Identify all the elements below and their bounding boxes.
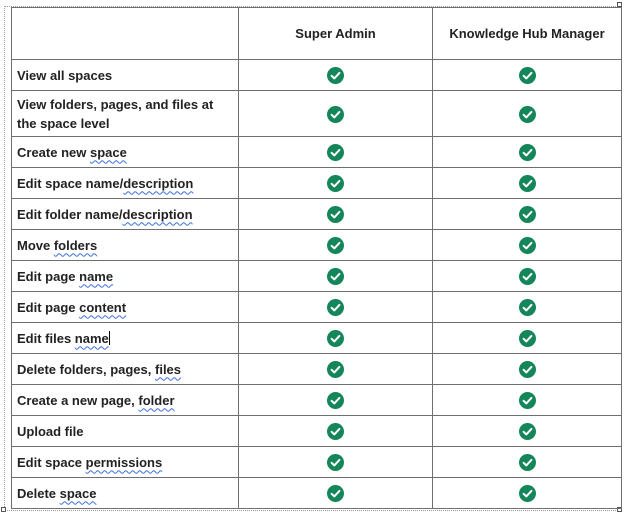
spellcheck-word: files (155, 361, 182, 377)
table-row (12, 230, 622, 261)
table-row (12, 168, 622, 199)
super-admin-cell[interactable] (239, 385, 433, 416)
super-admin-cell[interactable] (239, 478, 433, 509)
table-row (12, 292, 622, 323)
permission-label: Edit folder name/ (17, 206, 123, 222)
check-circle-icon (327, 175, 344, 192)
check-circle-icon (519, 237, 536, 254)
check-circle-icon (327, 237, 344, 254)
table-row (12, 416, 622, 447)
header-knowledge-hub-manager[interactable]: Knowledge Hub Manager (433, 8, 622, 60)
table-row (12, 137, 622, 168)
check-circle-icon (327, 206, 344, 223)
permission-label: Delete folders, pages, (17, 361, 155, 377)
permission-label-cell[interactable] (12, 323, 239, 354)
super-admin-cell[interactable] (239, 416, 433, 447)
resize-handle-bottom-left[interactable] (1, 507, 6, 512)
super-admin-cell[interactable] (239, 447, 433, 478)
check-circle-icon (327, 106, 344, 123)
check-circle-icon (327, 392, 344, 409)
check-circle-icon (327, 67, 344, 84)
permission-label: Delete (17, 485, 60, 501)
check-circle-icon (519, 268, 536, 285)
table-body (12, 60, 622, 509)
kh-manager-cell[interactable] (433, 91, 622, 137)
permission-label-cell[interactable] (12, 199, 239, 230)
super-admin-cell[interactable] (239, 60, 433, 91)
check-circle-icon (519, 144, 536, 161)
check-circle-icon (519, 175, 536, 192)
check-circle-icon (519, 485, 536, 502)
super-admin-cell[interactable] (239, 323, 433, 354)
kh-manager-cell[interactable] (433, 416, 622, 447)
check-circle-icon (519, 330, 536, 347)
permissions-table (11, 7, 622, 509)
check-circle-icon (519, 392, 536, 409)
super-admin-cell[interactable] (239, 292, 433, 323)
spellcheck-word: description (123, 175, 194, 191)
super-admin-cell[interactable] (239, 168, 433, 199)
permission-label: Move (17, 237, 54, 253)
permission-label-cell[interactable] (12, 478, 239, 509)
kh-manager-cell[interactable] (433, 447, 622, 478)
permission-label-cell[interactable] (12, 385, 239, 416)
table-row (12, 385, 622, 416)
table-row (12, 354, 622, 385)
kh-manager-cell[interactable] (433, 137, 622, 168)
check-circle-icon (327, 485, 344, 502)
permission-label: Create new (17, 144, 90, 160)
kh-manager-cell[interactable] (433, 168, 622, 199)
permission-label: Edit page (17, 299, 80, 315)
table-row (12, 199, 622, 230)
permission-label-cell[interactable] (12, 168, 239, 199)
check-circle-icon (519, 423, 536, 440)
permission-label: Edit page (17, 268, 80, 284)
check-circle-icon (519, 454, 536, 471)
spellcheck-word: description (122, 206, 193, 222)
check-circle-icon (327, 144, 344, 161)
kh-manager-cell[interactable] (433, 199, 622, 230)
super-admin-cell[interactable] (239, 354, 433, 385)
permission-label: Edit space (17, 454, 86, 470)
permission-label: Edit files (17, 330, 75, 346)
permission-label-cell[interactable] (12, 230, 239, 261)
kh-manager-cell[interactable] (433, 478, 622, 509)
permission-label-cell[interactable] (12, 354, 239, 385)
kh-manager-cell[interactable] (433, 354, 622, 385)
check-circle-icon (519, 361, 536, 378)
kh-manager-cell[interactable] (433, 292, 622, 323)
check-circle-icon (327, 330, 344, 347)
check-circle-icon (327, 361, 344, 378)
check-circle-icon (519, 206, 536, 223)
table-row (12, 478, 622, 509)
spellcheck-word: folder (138, 392, 175, 408)
table-row (12, 323, 622, 354)
spellcheck-word: content (79, 299, 127, 315)
super-admin-cell[interactable] (239, 91, 433, 137)
table-header-row (12, 8, 622, 60)
spellcheck-word: space (89, 144, 127, 160)
super-admin-cell[interactable] (239, 199, 433, 230)
check-circle-icon (327, 423, 344, 440)
spellcheck-word: permissions (85, 454, 163, 470)
super-admin-cell[interactable] (239, 230, 433, 261)
check-circle-icon (327, 268, 344, 285)
permission-label-cell[interactable] (12, 292, 239, 323)
header-super-admin[interactable]: Super Admin (239, 8, 433, 60)
permission-label: View folders, pages, and files at the space level (17, 96, 214, 131)
permission-label: Create a new page, (17, 392, 139, 408)
check-circle-icon (327, 299, 344, 316)
table-row (12, 261, 622, 292)
check-circle-icon (327, 454, 344, 471)
super-admin-cell[interactable] (239, 261, 433, 292)
kh-manager-cell[interactable] (433, 323, 622, 354)
table-row (12, 91, 622, 137)
permission-label-cell[interactable] (12, 261, 239, 292)
super-admin-cell[interactable] (239, 137, 433, 168)
kh-manager-cell[interactable] (433, 261, 622, 292)
check-circle-icon (519, 299, 536, 316)
permission-label: View all spaces (17, 67, 113, 83)
spellcheck-word: folders (53, 237, 98, 253)
permission-label-cell[interactable] (12, 447, 239, 478)
kh-manager-cell[interactable] (433, 60, 622, 91)
permission-label-cell[interactable] (12, 137, 239, 168)
permission-label: Upload file (17, 423, 84, 439)
spellcheck-word: name (79, 268, 114, 284)
permission-label-cell[interactable] (12, 60, 239, 91)
table-row (12, 60, 622, 91)
permission-label: Edit space name/ (17, 175, 124, 191)
kh-manager-cell[interactable] (433, 385, 622, 416)
text-caret (109, 331, 110, 345)
table-row (12, 447, 622, 478)
spellcheck-word: name (74, 330, 109, 346)
permission-label-cell[interactable] (12, 416, 239, 447)
spellcheck-word: space (59, 485, 97, 501)
check-circle-icon (519, 106, 536, 123)
check-circle-icon (519, 67, 536, 84)
permission-label-cell[interactable] (12, 91, 239, 137)
kh-manager-cell[interactable] (433, 230, 622, 261)
header-empty-cell[interactable] (12, 8, 239, 60)
